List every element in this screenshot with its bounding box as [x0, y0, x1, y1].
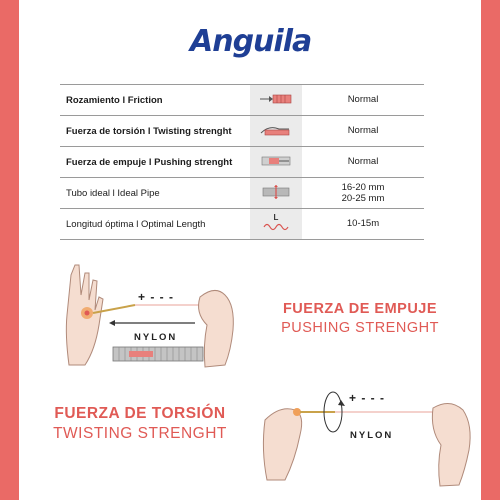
material-label: NYLON	[134, 332, 178, 343]
table-row	[60, 147, 424, 178]
row-value: Normal	[302, 147, 424, 178]
pipe-icon	[250, 178, 302, 209]
brand-logo: Anguila	[190, 24, 312, 59]
row-label: Tubo ideal l Ideal Pipe	[60, 178, 250, 209]
twisting-title-es: FUERZA DE TORSIÓN	[54, 405, 226, 422]
row-label: Longitud óptima l Optimal Length	[60, 209, 250, 240]
material-label: NYLON	[350, 430, 394, 441]
pushing-title-en: PUSHING STRENGHT	[281, 320, 439, 336]
spec-table	[60, 84, 424, 240]
row-value-line: 16-20 mm	[341, 181, 385, 193]
row-label: Fuerza de torsión l Twisting strenght	[60, 116, 250, 147]
row-label: Fuerza de empuje l Pushing strenght	[60, 147, 250, 178]
friction-icon	[250, 85, 302, 116]
table-row	[60, 116, 424, 147]
row-value	[302, 178, 424, 209]
length-icon	[250, 209, 302, 240]
table-row	[60, 178, 424, 209]
length-icon-letter: L	[273, 212, 279, 222]
row-value: Normal	[302, 116, 424, 147]
twisting-title	[40, 404, 240, 444]
row-label: Rozamiento l Friction	[60, 85, 250, 116]
signs-label: + - - -	[138, 290, 174, 304]
table-row	[60, 209, 424, 240]
table-row	[60, 85, 424, 116]
twisting-title-en: TWISTING STRENGHT	[53, 425, 227, 442]
pushing-illustration	[55, 255, 255, 385]
row-value: Normal	[302, 85, 424, 116]
pushing-title	[280, 300, 440, 338]
row-value-line: 20-25 mm	[341, 193, 385, 204]
twisting-icon	[250, 116, 302, 147]
row-value: 10-15m	[302, 209, 424, 240]
pushing-icon	[250, 147, 302, 178]
pushing-title-es: FUERZA DE EMPUJE	[282, 301, 438, 317]
signs-label: + - - -	[349, 391, 385, 405]
